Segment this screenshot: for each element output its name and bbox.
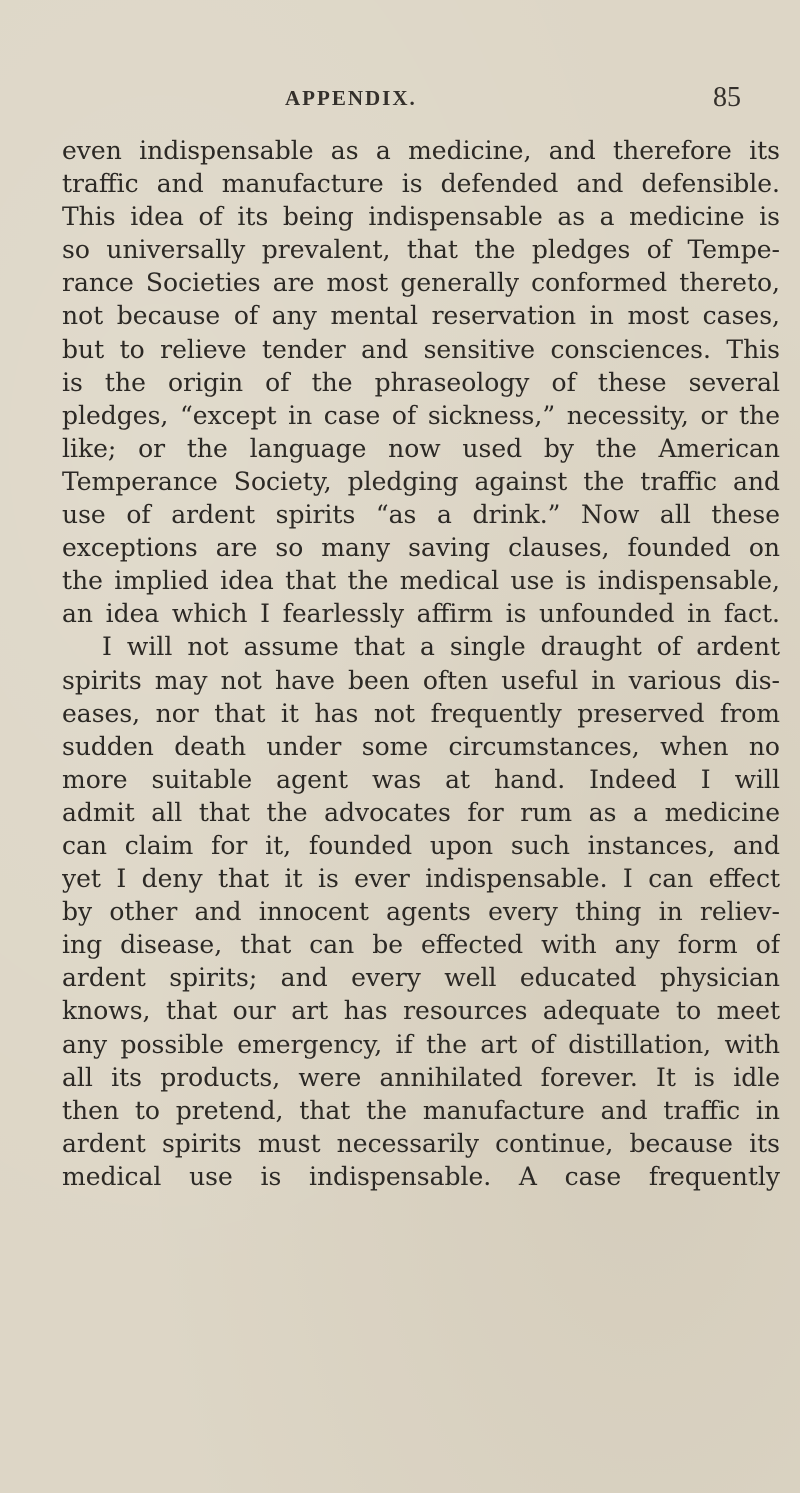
text-line: can claim for it, founded upon such instances, and: [62, 830, 780, 860]
text-line: knows, that our art has resources adequate to meet: [62, 996, 780, 1026]
text-line: exceptions are so many saving clauses, founded on: [62, 533, 780, 563]
text-line: yet I deny that it is ever indispensable. I can effect: [62, 864, 780, 894]
text-line: is the origin of the phraseology of these several: [62, 367, 780, 397]
text-line: traffic and manufacture is defended and defensible.: [62, 169, 780, 199]
text-line: then to pretend, that the manufacture and traffic in: [62, 1095, 780, 1125]
text-line: all its products, were annihilated forever. It is idle: [62, 1062, 780, 1092]
text-line: so universally prevalent, that the pledges of Tempe-: [62, 235, 780, 265]
body-text: [62, 134, 780, 1193]
page-number: 85: [713, 82, 741, 113]
text-line: use of ardent spirits “as a drink.” Now all these: [62, 500, 780, 530]
text-line: Temperance Society, pledging against the traffic and: [62, 466, 780, 496]
text-line: but to relieve tender and sensitive consciences. This: [62, 334, 780, 364]
text-line: even indispensable as a medicine, and therefore its: [62, 136, 780, 165]
text-line: like; or the language now used by the American: [62, 433, 780, 463]
text-line: sudden death under some circumstances, when no: [62, 731, 780, 761]
text-line: the implied idea that the medical use is indispensable,: [62, 566, 780, 596]
text-line: medical use is indispensable. A case frequently: [62, 1161, 780, 1191]
text-line: This idea of its being indispensable as a medicine is: [62, 202, 780, 232]
text-line: rance Societies are most generally conformed thereto,: [62, 268, 780, 298]
text-line: ing disease, that can be effected with any form of: [62, 930, 780, 960]
text-line: by other and innocent agents every thing in reliev-: [62, 897, 780, 927]
text-line: admit all that the advocates for rum as a medicine: [62, 797, 780, 827]
text-line: any possible emergency, if the art of distillation, with: [62, 1029, 780, 1059]
running-head-title: APPENDIX.: [285, 86, 417, 110]
text-line: ardent spirits must necessarily continue, because its: [62, 1128, 780, 1158]
text-line: pledges, “except in case of sickness,” necessity, or the: [62, 400, 780, 430]
paragraph-start-line: I will not assume that a single draught of ardent: [102, 632, 780, 662]
text-line: an idea which I fearlessly affirm is unfounded in fact.: [62, 599, 780, 629]
text-line: spirits may not have been often useful in various dis-: [62, 665, 780, 695]
text-line: more suitable agent was at hand. Indeed I will: [62, 764, 780, 794]
text-line: eases, nor that it has not frequently preserved from: [62, 698, 780, 728]
running-head: [0, 82, 800, 126]
text-line: not because of any mental reservation in most cases,: [62, 301, 780, 331]
text-line: ardent spirits; and every well educated physician: [62, 963, 780, 993]
